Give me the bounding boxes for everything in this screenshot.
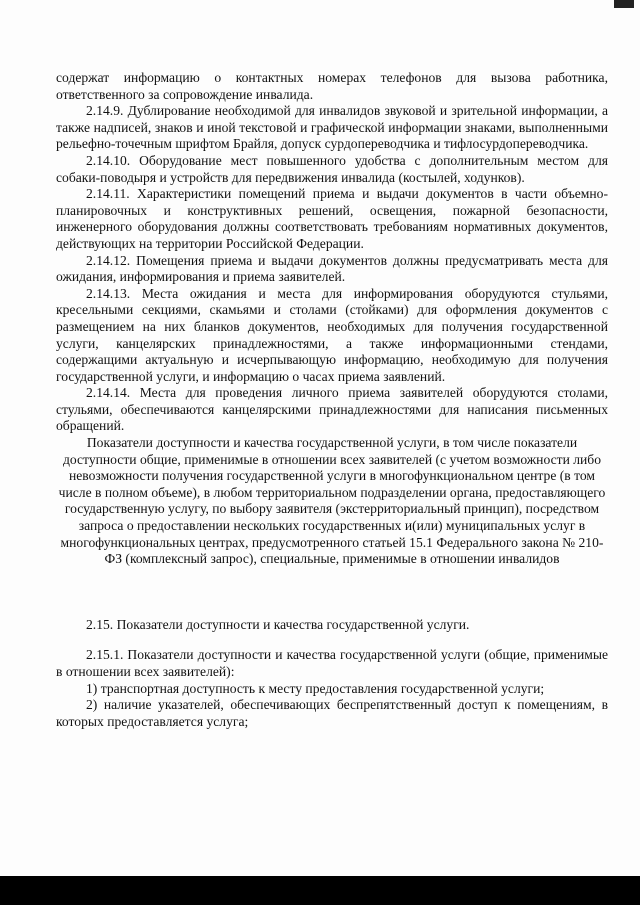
- section-heading: Показатели доступности и качества государственной услуги, в том числе показатели доступности общие, применимые в отношении всех заявителей (с учетом возможности либо невозможности получения государственной услуги в многофункциональном центре (в том числе в полном объеме), в любом территориальном подразделении органа, предоставляющего государственную услугу, по выбору заявителя (экстерриториальный принцип), посредством запроса о предоставлении нескольких государственных и(или) муниципальных услуг в многофункциональных центрах, предусмотренного статьей 15.1 Федерального закона № 210-ФЗ (комплексный запрос), специальные, применимые в отношении инвалидов: [58, 435, 606, 567]
- paragraph-2-14-11: 2.14.11. Характеристики помещений приема и выдачи документов в части объемно-планировочных и конструктивных решений, освещения, пожарной безопасности, инженерного оборудования должны соответствовать требованиям нормативных документов, действующих на территории Российской Федерации.: [56, 186, 608, 251]
- list-item-2: 2) наличие указателей, обеспечивающих беспрепятственный доступ к помещениям, в которых предоставляется услуга;: [56, 697, 608, 729]
- paragraph-2-15-1: 2.15.1. Показатели доступности и качества государственной услуги (общие, применимые в отношении всех заявителей):: [56, 647, 608, 679]
- document-body: [56, 70, 608, 730]
- scan-artifact: [614, 0, 634, 8]
- paragraph-contact-info: содержат информацию о контактных номерах телефонов для вызова работника, ответственного за сопровождение инвалида.: [56, 70, 608, 102]
- scan-bottom-border: [0, 876, 640, 905]
- paragraph-2-14-13: 2.14.13. Места ожидания и места для информирования оборудуются стульями, кресельными секциями, скамьями и столами (стойками) для оформления документов с размещением на них бланков документов, необходимых для получения государственной услуги, канцелярских принадлежностями, а также информационными стендами, содержащими актуальную и исчерпывающую информацию, необходимую для получения государственной услуги, и информацию о часах приема заявлений.: [56, 285, 608, 384]
- paragraph-2-14-10: 2.14.10. Оборудование мест повышенного удобства с дополнительным местом для собаки-поводыря и устройств для передвижения инвалида (костылей, ходунков).: [56, 152, 608, 185]
- paragraph-2-15: 2.15. Показатели доступности и качества государственной услуги.: [86, 616, 470, 632]
- paragraph-2-14-14: 2.14.14. Места для проведения личного приема заявителей оборудуются столами, стульями, обеспечиваются канцелярскими принадлежностями для написания письменных обращений.: [56, 385, 608, 434]
- paragraph-2-14-12: 2.14.12. Помещения приема и выдачи документов должны предусматривать места для ожидания, информирования и приема заявителей.: [56, 252, 608, 285]
- list-item-1: 1) транспортная доступность к месту предоставления государственной услуги;: [86, 680, 545, 696]
- paragraph-2-14-9: 2.14.9. Дублирование необходимой для инвалидов звуковой и зрительной информации, а также надписей, знаков и иной текстовой и графической информации знаками, выполненными рельефно-точечным шрифтом Брайля, допуск сурдопереводчика и тифлосурдопереводчика.: [56, 103, 608, 152]
